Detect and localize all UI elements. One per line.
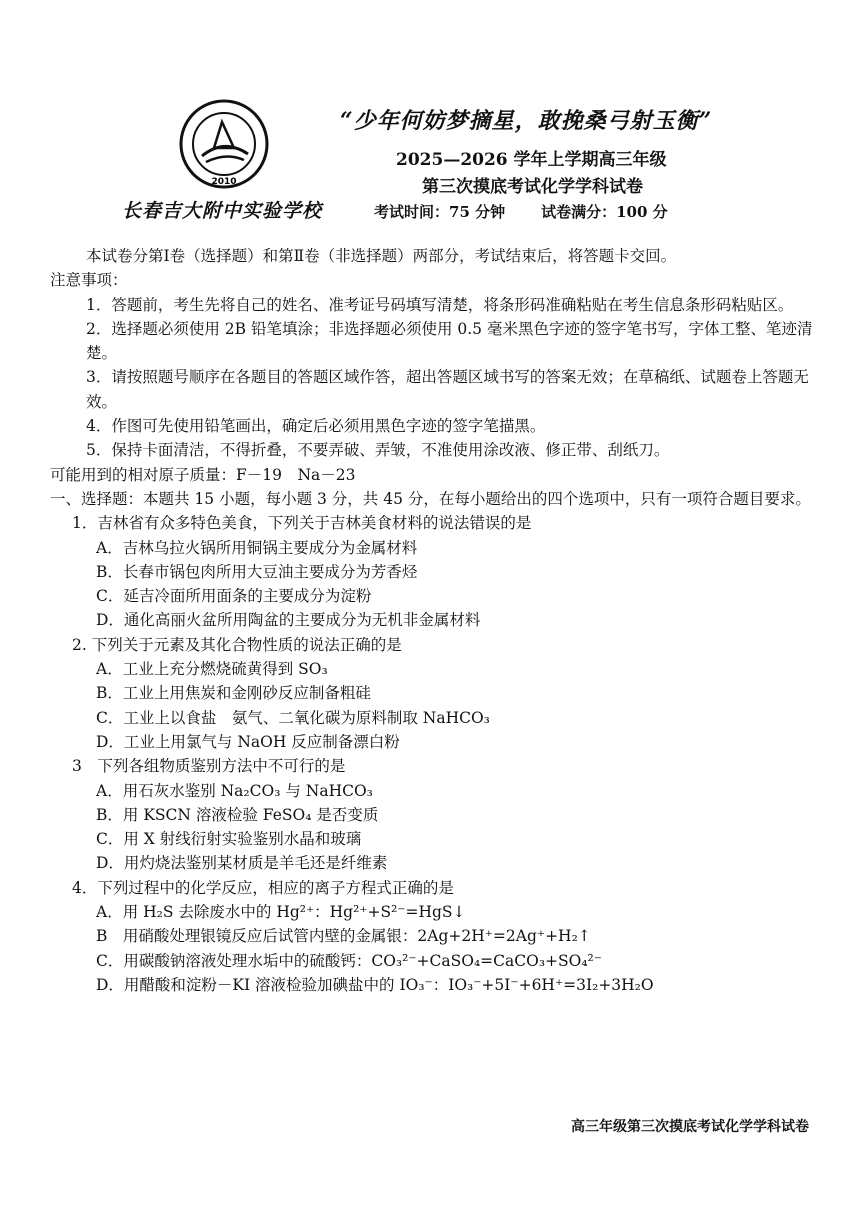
question-option: B．长春市锅包肉所用大豆油主要成分为芳香烃 [96,562,418,581]
question-option: B．用 KSCN 溶液检验 FeSO₄ 是否变质 [96,805,379,824]
note-item: 4．作图可先使用铅笔画出，确定后必须用黑色字迹的签字笔描黑。 [86,417,546,436]
question-option: A．工业上充分燃烧硫黄得到 SO₃ [96,660,328,679]
exam-meta [374,201,668,222]
question-option: D．工业上用氯气与 NaOH 反应制备漂白粉 [96,732,400,751]
question-stem: 2. 下列关于元素及其化合物性质的说法正确的是 [72,635,402,654]
question-option: C．用 X 射线衍射实验鉴别水晶和玻璃 [96,830,362,849]
question-stem: 3 下列各组物质鉴别方法中不可行的是 [72,757,346,776]
atomic-masses: 可能用到的相对原子质量：F－19 Na－23 [50,465,356,484]
question-option: C．延吉冷面所用面条的主要成分为淀粉 [96,587,372,606]
motto: “少年何妨梦摘星，敢挽桑弓射玉衡” [340,108,713,134]
question-option: D．用醋酸和淀粉－KI 溶液检验加碘盐中的 IO₃⁻：IO₃⁻+5I⁻+6H⁺=3I₂+3H₂O [96,975,654,994]
full-score: 试卷满分：100 分 [541,203,668,221]
school-name: 长春吉大附中实验学校 [122,200,323,222]
school-logo [178,98,270,190]
logo-year: 2010 [211,177,237,187]
question-option: A．用 H₂S 去除废水中的 Hg²⁺：Hg²⁺+S²⁻=HgS↓ [96,903,466,922]
exam-title-line1: 2025—2026 学年上学期高三年级 [396,150,667,170]
exam-header [0,0,867,235]
exam-body [50,244,820,997]
notes-title: 注意事项： [50,271,128,290]
question-stem: 1．吉林省有众多特色美食，下列关于吉林美食材料的说法错误的是 [72,514,532,533]
note-item: 5．保持卡面清洁，不得折叠，不要弄破、弄皱，不准使用涂改液、修正带、刮纸刀。 [86,441,670,460]
question-option: B．工业上用焦炭和金刚砂反应制备粗硅 [96,684,371,703]
question-option: D．用灼烧法鉴别某材质是羊毛还是纤维素 [96,854,388,873]
question-option: A．吉林乌拉火锅所用铜锅主要成分为金属材料 [96,538,418,557]
section-heading: 一、选择题：本题共 15 小题，每小题 3 分，共 45 分，在每小题给出的四个选项中，只有一项符合题目要求。 [50,489,811,508]
question-option: A．用石灰水鉴别 Na₂CO₃ 与 NaHCO₃ [96,781,373,800]
question-stem: 4．下列过程中的化学反应，相应的离子方程式正确的是 [72,878,454,897]
question-option: D．通化高丽火盆所用陶盆的主要成分为无机非金属材料 [96,611,481,630]
intro-text: 本试卷分第Ⅰ卷（选择题）和第Ⅱ卷（非选择题）两部分，考试结束后，将答题卡交回。 [86,247,677,265]
page-footer: 高三年级第三次摸底考试化学学科试卷 [571,1119,809,1135]
exam-time: 考试时间：75 分钟 [374,203,506,221]
question-option: C．工业上以食盐 氨气、二氧化碳为原料制取 NaHCO₃ [96,708,490,727]
question-option: B 用硝酸处理银镜反应后试管内壁的金属银：2Ag+2H⁺=2Ag⁺+H₂↑ [96,927,591,946]
question-option: C．用碳酸钠溶液处理水垢中的硫酸钙：CO₃²⁻+CaSO₄=CaCO₃+SO₄²⁻ [96,951,602,970]
exam-title-line2: 第三次摸底考试化学学科试卷 [422,177,643,197]
note-item: 1．答题前，考生先将自己的姓名、准考证号码填写清楚，将条形码准确粘贴在考生信息条形码粘贴区。 [86,295,794,314]
note-item: 3．请按照题号顺序在各题目的答题区域作答，超出答题区域书写的答案无效；在草稿纸、试题卷上答题无效。 [86,368,809,411]
note-item: 2．选择题必须使用 2B 铅笔填涂；非选择题必须使用 0.5 毫米黑色字迹的签字笔书写，字体工整、笔迹清楚。 [86,319,813,363]
